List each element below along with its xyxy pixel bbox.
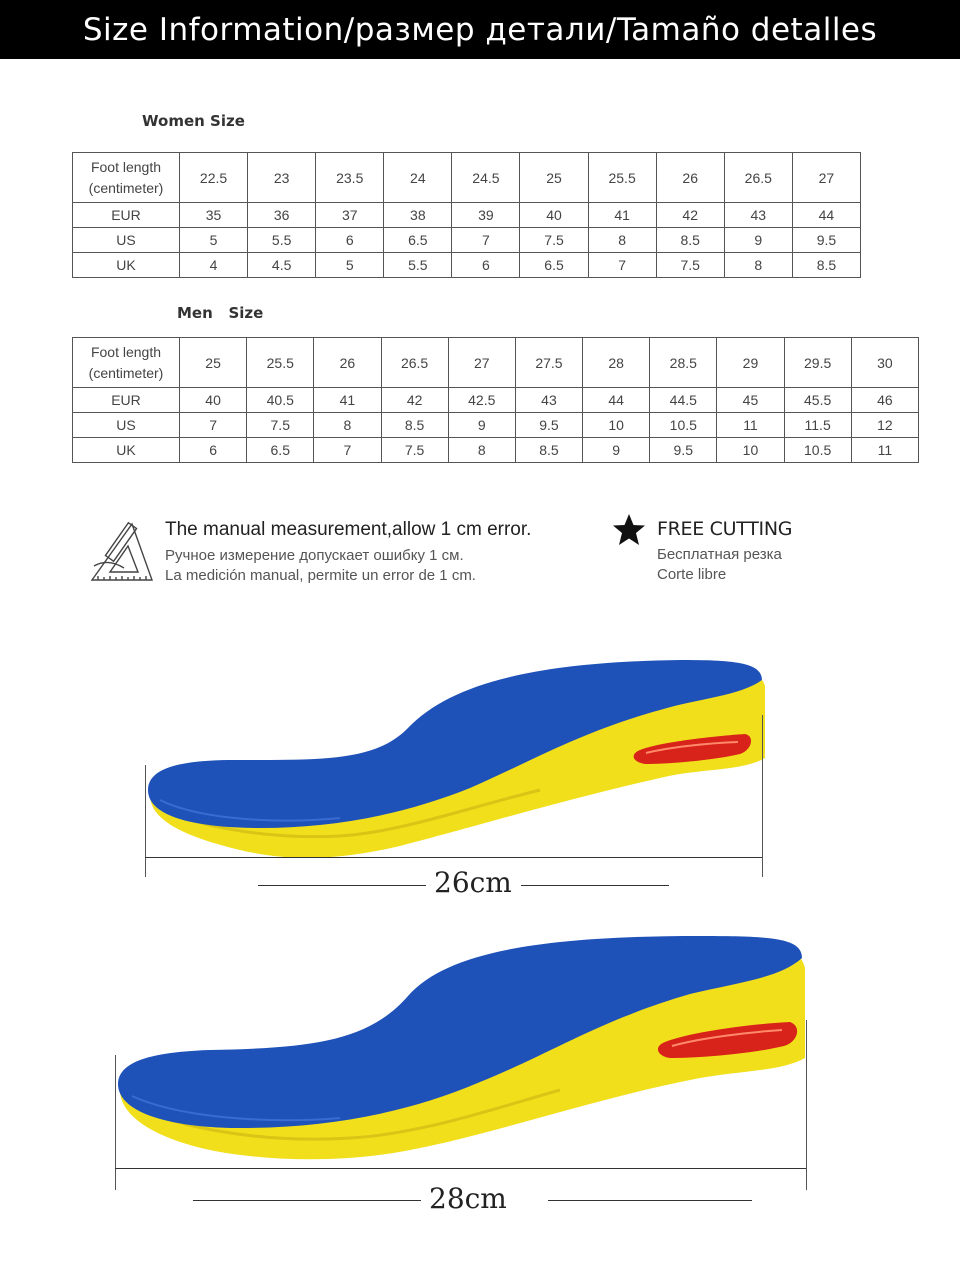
size-cell: 9.5 — [792, 228, 860, 253]
size-cell: 40.5 — [247, 388, 314, 413]
foot-length-label-line2: (centimeter) — [88, 179, 164, 196]
size-cell: 41 — [314, 388, 381, 413]
size-cell: 40 — [180, 388, 247, 413]
size-cell: 7 — [314, 438, 381, 463]
foot-length-cell: 25 — [180, 338, 247, 388]
size-cell: 7 — [588, 253, 656, 278]
label-line-left-2 — [193, 1200, 421, 1201]
measurement-note-es: La medición manual, permite un error de 1 cm. — [165, 567, 476, 584]
insole-image-26cm — [140, 650, 780, 870]
size-cell: 7 — [180, 413, 247, 438]
size-cell: 8.5 — [515, 438, 582, 463]
size-cell: 46 — [851, 388, 918, 413]
size-cell: 36 — [248, 203, 316, 228]
size-cell: 10 — [583, 413, 650, 438]
table-row — [73, 253, 861, 278]
size-cell: 4 — [180, 253, 248, 278]
size-cell: 8 — [314, 413, 381, 438]
women-size-table — [72, 152, 861, 278]
star-icon — [612, 513, 646, 547]
insole-length-label: 26cm — [434, 866, 512, 899]
size-cell: 42 — [381, 388, 448, 413]
foot-length-cell: 27 — [792, 153, 860, 203]
size-cell: 10.5 — [784, 438, 851, 463]
measure-tick-right-2 — [806, 1020, 807, 1190]
insole-length-label-2: 28cm — [429, 1182, 507, 1215]
size-cell: 44 — [583, 388, 650, 413]
foot-length-cell: 23.5 — [316, 153, 384, 203]
size-cell: 8.5 — [656, 228, 724, 253]
row-label: UK — [73, 438, 180, 463]
size-cell: 6 — [452, 253, 520, 278]
foot-length-cell: 26 — [656, 153, 724, 203]
size-cell: 9 — [724, 228, 792, 253]
size-cell: 44.5 — [650, 388, 717, 413]
size-cell: 12 — [851, 413, 918, 438]
size-cell: 10 — [717, 438, 784, 463]
men-size-title: Men Size — [177, 304, 264, 322]
size-cell: 38 — [384, 203, 452, 228]
foot-length-cell: 26 — [314, 338, 381, 388]
table-row — [73, 388, 919, 413]
size-cell: 7.5 — [247, 413, 314, 438]
foot-length-cell: 25.5 — [588, 153, 656, 203]
foot-length-cell: 29.5 — [784, 338, 851, 388]
table-row — [73, 413, 919, 438]
foot-length-label-line2: (centimeter) — [88, 364, 164, 381]
size-cell: 45 — [717, 388, 784, 413]
size-cell: 5 — [316, 253, 384, 278]
size-cell: 4.5 — [248, 253, 316, 278]
size-cell: 6 — [180, 438, 247, 463]
measurement-note-en: The manual measurement,allow 1 cm error. — [165, 519, 532, 540]
measure-tick-right — [762, 715, 763, 877]
size-cell: 11 — [851, 438, 918, 463]
size-cell: 9 — [448, 413, 515, 438]
size-cell: 8 — [448, 438, 515, 463]
row-label: US — [73, 228, 180, 253]
size-cell: 40 — [520, 203, 588, 228]
row-label: EUR — [73, 388, 180, 413]
size-cell: 8.5 — [381, 413, 448, 438]
foot-length-cell: 29 — [717, 338, 784, 388]
size-cell: 6.5 — [247, 438, 314, 463]
size-cell: 5.5 — [384, 253, 452, 278]
foot-length-label-line1: Foot length — [90, 343, 162, 360]
insole-image-28cm — [110, 930, 810, 1170]
foot-length-cell: 23 — [248, 153, 316, 203]
row-label: EUR — [73, 203, 180, 228]
women-size-title: Women Size — [142, 112, 245, 130]
size-cell: 43 — [724, 203, 792, 228]
label-line-right — [521, 885, 669, 886]
foot-length-cell: 28 — [583, 338, 650, 388]
size-cell: 7.5 — [381, 438, 448, 463]
foot-length-label — [73, 153, 180, 203]
foot-length-row — [73, 338, 919, 388]
free-cutting-ru: Бесплатная резка — [657, 546, 782, 563]
measure-line-2 — [115, 1168, 806, 1169]
free-cutting-en: FREE CUTTING — [657, 518, 793, 540]
size-cell: 42.5 — [448, 388, 515, 413]
foot-length-cell: 26.5 — [724, 153, 792, 203]
measure-line — [145, 857, 762, 858]
size-cell: 5.5 — [248, 228, 316, 253]
size-cell: 42 — [656, 203, 724, 228]
row-label: UK — [73, 253, 180, 278]
foot-length-cell: 22.5 — [180, 153, 248, 203]
foot-length-cell: 25.5 — [247, 338, 314, 388]
foot-length-label — [73, 338, 180, 388]
size-cell: 9 — [583, 438, 650, 463]
size-cell: 5 — [180, 228, 248, 253]
size-cell: 6 — [316, 228, 384, 253]
size-cell: 35 — [180, 203, 248, 228]
table-row — [73, 203, 861, 228]
foot-length-cell: 24.5 — [452, 153, 520, 203]
foot-length-row — [73, 153, 861, 203]
free-cutting-note — [657, 518, 792, 583]
size-cell: 44 — [792, 203, 860, 228]
label-line-right-2 — [548, 1200, 752, 1201]
foot-length-cell: 27.5 — [515, 338, 582, 388]
size-cell: 11 — [717, 413, 784, 438]
size-cell: 6.5 — [520, 253, 588, 278]
size-cell: 43 — [515, 388, 582, 413]
table-row — [73, 438, 919, 463]
size-cell: 9.5 — [650, 438, 717, 463]
men-size-table — [72, 337, 919, 463]
size-cell: 8 — [588, 228, 656, 253]
foot-length-cell: 27 — [448, 338, 515, 388]
label-line-left — [258, 885, 426, 886]
foot-length-cell: 26.5 — [381, 338, 448, 388]
foot-length-cell: 24 — [384, 153, 452, 203]
size-cell: 9.5 — [515, 413, 582, 438]
foot-length-cell: 28.5 — [650, 338, 717, 388]
size-cell: 41 — [588, 203, 656, 228]
foot-length-cell: 25 — [520, 153, 588, 203]
page-title: Size Information/размер детали/Tamaño detalles — [82, 11, 878, 48]
size-cell: 37 — [316, 203, 384, 228]
size-cell: 8.5 — [792, 253, 860, 278]
page-header — [0, 0, 960, 59]
foot-length-label-line1: Foot length — [90, 158, 162, 175]
ruler-triangle-icon — [88, 518, 156, 584]
size-cell: 39 — [452, 203, 520, 228]
table-row — [73, 228, 861, 253]
foot-length-cell: 30 — [851, 338, 918, 388]
row-label: US — [73, 413, 180, 438]
size-cell: 45.5 — [784, 388, 851, 413]
measure-tick-left — [145, 765, 146, 877]
measure-tick-left-2 — [115, 1055, 116, 1190]
measurement-note-ru: Ручное измерение допускает ошибку 1 см. — [165, 547, 464, 564]
size-cell: 7.5 — [656, 253, 724, 278]
size-cell: 11.5 — [784, 413, 851, 438]
measurement-note — [165, 519, 531, 584]
size-cell: 8 — [724, 253, 792, 278]
size-cell: 7 — [452, 228, 520, 253]
free-cutting-es: Corte libre — [657, 566, 727, 583]
size-cell: 7.5 — [520, 228, 588, 253]
size-cell: 6.5 — [384, 228, 452, 253]
size-cell: 10.5 — [650, 413, 717, 438]
